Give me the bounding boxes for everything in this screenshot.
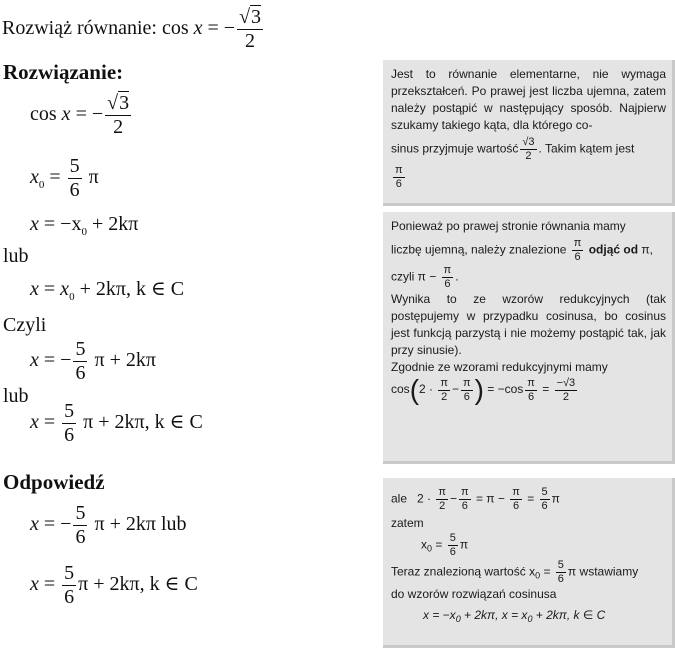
step2-eq: = [44,166,66,189]
box1-angle-line [391,164,666,191]
box3-teraz-six: 6 [557,573,564,585]
step5-fraction [73,338,87,385]
step2-num: 5 [69,155,80,177]
box1-six: 6 [393,177,405,191]
box2-f2 [461,377,473,404]
step1-cos: cos [30,103,57,126]
box2-l3-fraction [442,264,454,291]
box3-ale: ale [391,491,408,506]
box3-x: x [421,537,427,552]
box2-l2-pi: π [573,237,582,249]
step-5 [30,338,156,385]
step2-sub: 0 [38,179,45,192]
task-den: 2 [237,29,263,53]
box2-l3-pi: π [443,264,452,276]
box2-eq-minus-cos: = −cos [487,382,524,397]
step6-eq: = [38,411,61,434]
comment-box-1 [383,60,675,206]
box3-two-dot: 2 · [417,491,432,506]
box1-fraction-sqrt3 [520,136,536,163]
box2-two-dot: 2 · [419,382,434,397]
step5-pi: π [94,349,105,372]
box3-x0-six: 6 [449,546,456,558]
step5-x: x [30,349,39,372]
box2-para3: Zgodnie ze wzorami redukcyjnymi mamy [391,360,608,374]
box3-x0-frac [448,532,458,559]
box2-para2: Wynika to ze wzorów redukcyjnych (tak postępujemy w przypadku cosinusa, bo cosinus jest funkcją parzystą i nie możemy postąpić tak, jak przy sinusie). [391,292,666,357]
box3-f2-six: 6 [459,499,471,513]
ans2-end: + 2kπ, k ∈ C [88,573,198,596]
comment-box-2 [383,212,675,464]
task-fraction [237,6,263,53]
box3-final-sub1: 0 [455,614,461,624]
box2-l2-six: 6 [572,250,584,264]
box1-line-a: sinus przyjmuje wartość [391,141,519,156]
box3-teraz-a: Teraz znalezioną wartość [391,564,526,579]
step4-end: + 2kπ, k ∈ C [74,278,185,300]
ans1-or: + 2kπ lub [104,513,187,536]
box3-f1-two: 2 [436,499,448,513]
box3-eq-pi-minus: = π − [475,491,505,506]
box2-f4-den: 2 [555,390,578,404]
box2-eq: = [542,382,550,397]
box3-x-sub: 0 [427,543,433,554]
step4-x0: x [60,278,70,300]
box3-eq: = [527,491,535,506]
box3-final-a: x = −x [423,608,456,622]
box3-teraz-pi: π [567,564,577,579]
box3-f3 [510,486,522,513]
step4-sub: 0 [69,291,75,303]
ans1-eq: = − [38,513,72,536]
ans2-fraction [62,562,76,609]
box2-f3 [525,377,537,404]
box2-f2-pi: π [462,376,471,389]
box2-minus: − [451,382,459,397]
box3-final-b: + 2kπ, x = x [460,608,528,622]
box3-teraz-b: wstawiamy [579,564,639,579]
box3-f2-pi: π [461,486,469,498]
step1-x: x [61,103,71,126]
box3-teraz-frac [556,559,566,586]
box1-fraction-pi6 [393,164,405,191]
box3-do-wzorow: do wzorów rozwiązań cosinusa [391,587,557,601]
step6-x: x [30,411,39,434]
step6-fraction [62,400,76,447]
step2-den: 6 [69,179,80,201]
box3-f3-six: 6 [510,499,522,513]
step-4 [30,276,184,303]
step6-num: 5 [64,400,75,422]
box2-f3-pi: π [527,376,535,389]
step-3 [30,213,138,238]
box2-f1-pi: π [440,376,448,389]
step5-den: 6 [75,362,86,384]
or-1: lub [3,245,29,267]
step3-x: x [30,213,39,235]
step1-den: 2 [105,115,131,139]
box3-line1 [391,486,666,513]
ans2-den: 6 [64,586,75,608]
box2-bold: odjąć od [588,242,639,257]
box3-f4-six: 6 [541,500,548,512]
step3-eq: = −x [38,213,82,235]
step6-den: 6 [64,424,75,446]
step1-num: 3 [119,92,130,114]
step5-num: 5 [75,338,86,360]
box3-x0-five: 5 [449,532,456,544]
task-line [2,6,265,53]
step4-x: x [30,278,39,300]
box3-f4-five: 5 [541,486,548,498]
ans1-pi: π [94,513,105,536]
box3-f3-pi: π [512,486,520,498]
box2-f4 [555,377,578,404]
box3-f4-pi: π [551,491,560,506]
step5-plus: + 2kπ [104,349,156,372]
step-2 [30,155,99,202]
step5-eq: = − [38,349,72,372]
ans2-x: x [30,573,39,596]
box2-formula: cos(2 · $\frac{\pi}{2}$ − $\frac{\pi}{6}$ ) = −cos $\frac{\pi}{6}$ = $\frac{-√3}{2}$ [391,374,576,405]
box3-final [391,607,666,628]
step6-end: + 2kπ, k ∈ C [93,411,203,434]
box1-pi: π [395,164,403,176]
task-x: x [193,17,203,40]
box1-frac-den: 2 [520,149,536,163]
task-eq: = − [202,17,236,40]
box3-f4 [540,486,550,513]
step-1 [30,92,133,139]
box3-final-sub2: 0 [527,614,533,624]
step-6 [30,400,203,447]
box3-x0-pi: π [459,537,469,552]
task-sqrt-symbol: √ [239,6,251,28]
answer-1 [30,502,187,549]
box3-f2 [459,486,471,513]
step2-fraction [68,155,82,202]
box2-line2a: liczbę ujemną, należy znalezione [391,242,567,257]
thus-label: Czyli [3,314,47,336]
box2-cos: cos [391,382,410,397]
box3-x0-line [391,532,666,559]
box2-line1: Ponieważ po prawej stronie równania mamy [391,219,626,233]
box1-frac-num: √3 [522,136,535,148]
ans2-eq: = [38,573,61,596]
box3-teraz-line [391,559,666,586]
ans1-den: 6 [75,526,86,548]
box2-line2 [391,237,666,264]
box3-f1-pi: π [438,486,446,498]
box3-minus: − [449,491,457,506]
answer-heading: Odpowiedź [3,470,105,494]
box2-l3-six: 6 [442,277,454,291]
step1-eq: = − [70,103,104,126]
step4-eq: = [38,278,61,300]
step1-fraction: $\frac{√3}{2}$ [107,92,130,138]
step2-pi: π [88,166,99,189]
box2-f3-six: 6 [525,390,537,404]
step3-sub: 0 [81,226,87,238]
box2-f2-six: 6 [461,390,473,404]
ans2-pi: π [78,573,89,596]
box2-line3a: czyli π − [391,269,437,284]
step2-x: x [30,166,39,189]
box3-f1 [436,486,448,513]
or-2: lub [3,385,29,407]
ans2-num: 5 [64,562,75,584]
ans1-x: x [30,513,39,536]
box3-zatem: zatem [391,516,424,530]
task-sqrt-num: 3 [251,6,262,28]
box2-line3b: . [455,269,459,284]
box2-fraction-pi6 [572,237,584,264]
box2-line2b: π, [641,242,654,257]
box3-teraz-eq: = [543,564,551,579]
box1-value-line [391,136,666,163]
box2-line3 [391,264,666,291]
step6-pi: π [83,411,94,434]
box3-final-c: + 2kπ, k ∈ C [532,608,606,622]
step3-plus: + 2kπ [86,213,139,235]
box3-teraz-x: x [529,564,536,579]
solution-heading: Rozwiązanie: [3,60,124,84]
box3-x0-eq: = [435,537,443,552]
box3-teraz-five: 5 [557,559,564,571]
ans1-fraction [73,502,87,549]
box3-teraz-sub: 0 [535,570,541,581]
answer-2 [30,562,198,609]
comment-box-3 [383,478,675,648]
box2-f1-two: 2 [438,390,450,404]
task-prefix: Rozwiąż równanie: cos [2,17,189,40]
box2-f4-num: −√3 [556,376,576,389]
box1-line-b: . Takim kątem jest [538,141,635,156]
ans1-num: 5 [75,502,86,524]
box2-f1 [438,377,450,404]
box1-text: Jest to równanie elementarne, nie wymaga przekształceń. Po prawej jest liczba ujemna, zatem należy postąpić w następujący sposób. Najpierw szukamy takiego kąta, dla którego co- [391,67,666,132]
